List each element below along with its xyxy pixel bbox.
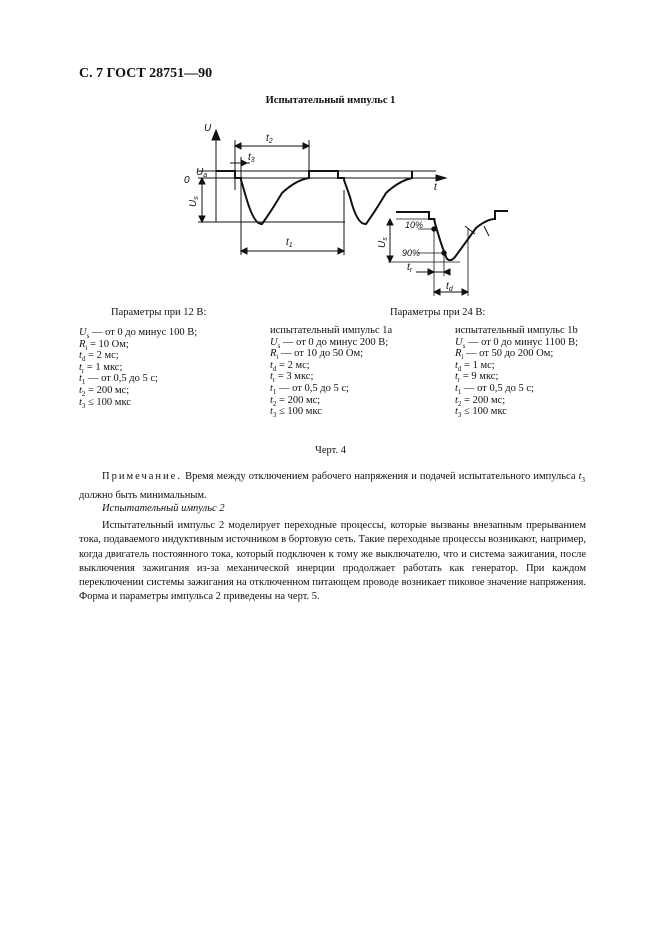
param-row xyxy=(270,348,392,360)
param-symbol: t xyxy=(79,350,82,362)
param-subscript: 3 xyxy=(457,411,462,420)
param-text: — от 0 до минус 200 В; xyxy=(280,336,389,348)
param-row xyxy=(79,373,197,385)
param-row xyxy=(270,383,392,395)
param-subscript: 1 xyxy=(457,388,462,397)
param-row xyxy=(455,348,578,360)
param-subscript: r xyxy=(81,366,85,375)
t1-label: $t_1$ xyxy=(286,237,293,249)
t3-label: $t_3$ xyxy=(248,152,255,164)
figure-title: Испытательный импульс 1 xyxy=(265,95,396,106)
param-row xyxy=(270,395,392,407)
u-axis-arrow xyxy=(212,130,220,140)
param-row xyxy=(455,383,578,395)
param-text: = 200 мс; xyxy=(276,394,321,406)
tr-label: $t_r$ xyxy=(407,262,413,274)
param-symbol: t xyxy=(270,371,273,383)
param-text: = 2 мс; xyxy=(85,350,119,362)
param-subscript: i xyxy=(85,343,88,352)
param-text: = 10 Ом; xyxy=(87,338,129,350)
param-text: — от 0,5 до 5 с; xyxy=(276,382,349,394)
param-row xyxy=(79,397,197,409)
param-subscript: s xyxy=(462,341,466,350)
param-subscript: r xyxy=(457,376,461,385)
param-symbol: R xyxy=(79,338,86,350)
param-subscript: 2 xyxy=(81,390,86,399)
param-row xyxy=(455,395,578,407)
param-symbol: R xyxy=(455,348,462,360)
pulse-waveform xyxy=(216,171,412,224)
note-lead: Примечание. xyxy=(102,471,182,482)
zero-label: 0 xyxy=(184,175,190,186)
param-subscript: 1 xyxy=(81,378,86,387)
param-symbol: U xyxy=(79,327,87,338)
param-symbol: t xyxy=(455,394,458,406)
param-subscript: d xyxy=(457,364,462,373)
pct10-label: 10% xyxy=(405,220,424,230)
param-text: = 9 мкс; xyxy=(460,371,499,383)
param-symbol: R xyxy=(270,348,277,360)
param-symbol: t xyxy=(79,384,82,396)
params-1b-column xyxy=(455,325,579,420)
pct90-label: 90% xyxy=(402,248,421,258)
note-text: Время между отключением рабочего напряжения и подачей испытательного импульса xyxy=(181,471,576,482)
param-text: = 200 мс; xyxy=(85,384,130,396)
param-text: ≤ 100 мкс xyxy=(85,396,131,408)
note xyxy=(79,469,585,503)
section-title: Испытательный импульс 2 xyxy=(102,503,225,514)
u-axis-label: U xyxy=(204,123,212,134)
param-text: ≤ 100 мкс xyxy=(276,406,322,418)
params-1a-column xyxy=(270,325,393,420)
param-subscript: 3 xyxy=(272,411,277,420)
param-text: — от 0,5 до 5 с; xyxy=(85,373,158,385)
param-symbol: t xyxy=(455,371,458,383)
pulse-diagram xyxy=(0,0,661,300)
param-symbol: t xyxy=(455,359,458,371)
param-subscript: 2 xyxy=(272,399,277,408)
figure-caption: Черт. 4 xyxy=(315,445,346,456)
param-symbol: t xyxy=(79,396,82,408)
param-symbol: t xyxy=(270,406,273,418)
param-row xyxy=(79,385,197,397)
param-text: ≤ 100 мкс xyxy=(461,406,507,418)
param-row xyxy=(79,362,197,374)
params-1a-title: испытательный импульс 1а xyxy=(270,325,393,336)
us-label: $U_s$ xyxy=(188,196,200,207)
param-subscript: r xyxy=(272,376,276,385)
param-text: = 2 мс; xyxy=(276,359,310,371)
t-axis-label: t xyxy=(434,182,437,193)
param-subscript: 1 xyxy=(272,388,277,397)
param-subscript: d xyxy=(272,364,277,373)
params-1b-title: испытательный импульс 1b xyxy=(455,325,578,336)
param-text: — от 0 до минус 100 В; xyxy=(89,327,198,338)
param-symbol: t xyxy=(455,382,458,394)
us-detail-label: $U_s$ xyxy=(377,237,389,248)
params-12v-heading: Параметры при 12 В: xyxy=(111,307,207,318)
page-header: С. 7 ГОСТ 28751—90 xyxy=(79,66,213,81)
param-symbol: t xyxy=(79,361,82,373)
param-subscript: s xyxy=(86,332,90,341)
params-24v-heading: Параметры при 24 В: xyxy=(390,307,486,318)
param-row xyxy=(270,360,392,372)
param-text: = 3 мкс; xyxy=(275,371,314,383)
param-symbol: U xyxy=(455,336,463,348)
param-row xyxy=(455,406,578,418)
param-symbol: t xyxy=(270,359,273,371)
note-tail: должно быть минимальным. xyxy=(79,490,207,502)
ua-label: $U_a$ xyxy=(196,167,208,179)
section-paragraph: Испытательный импульс 2 моделирует переходные процессы, которые вызваны внезапным прерыванием тока, подаваемого индуктивным источником в бортовую сеть. Такие переходные процессы возникают, например, когда двигатель постоянного тока, который подключен к тому же выключателю, что и система зажигания, после выключения зажигания из-за механической инерции продолжает работать как генератор. При каждом переключении системы зажигания на отключенном питающем проводе возникает пиковое значение напряжения. Форма и параметры импульса 2 приведены на черт. 5. xyxy=(79,520,586,603)
param-row xyxy=(270,371,392,383)
param-subscript: d xyxy=(81,355,86,364)
param-symbol: t xyxy=(79,373,82,385)
param-symbol: t xyxy=(455,406,458,418)
param-row xyxy=(270,337,392,349)
param-text: = 200 мс; xyxy=(461,394,506,406)
param-subscript: s xyxy=(277,341,281,350)
param-row xyxy=(270,406,392,418)
param-subscript: i xyxy=(461,353,464,362)
param-row xyxy=(79,327,197,339)
note-subscript: 3 xyxy=(581,476,586,485)
params-12v-list xyxy=(79,327,197,408)
param-text: — от 50 до 200 Ом; xyxy=(463,348,554,360)
param-text: = 1 мкс; xyxy=(84,361,123,373)
param-row xyxy=(455,360,578,372)
param-subscript: 2 xyxy=(457,399,462,408)
param-row xyxy=(79,339,197,351)
param-row xyxy=(455,371,578,383)
param-text: — от 0 до минус 1100 В; xyxy=(465,336,579,348)
param-subscript: 3 xyxy=(81,401,86,410)
param-text: — от 10 до 50 Ом; xyxy=(278,348,364,360)
param-symbol: t xyxy=(270,394,273,406)
param-text: = 1 мс; xyxy=(461,359,495,371)
param-symbol: t xyxy=(270,382,273,394)
param-text: — от 0,5 до 5 с; xyxy=(461,382,534,394)
param-subscript: i xyxy=(276,353,279,362)
note-symbol: t xyxy=(578,471,582,482)
param-row xyxy=(79,350,197,362)
param-symbol: U xyxy=(270,336,278,348)
td-label: $t_d$ xyxy=(446,281,453,293)
t2-label: $t_2$ xyxy=(266,133,273,145)
param-row xyxy=(455,337,578,349)
